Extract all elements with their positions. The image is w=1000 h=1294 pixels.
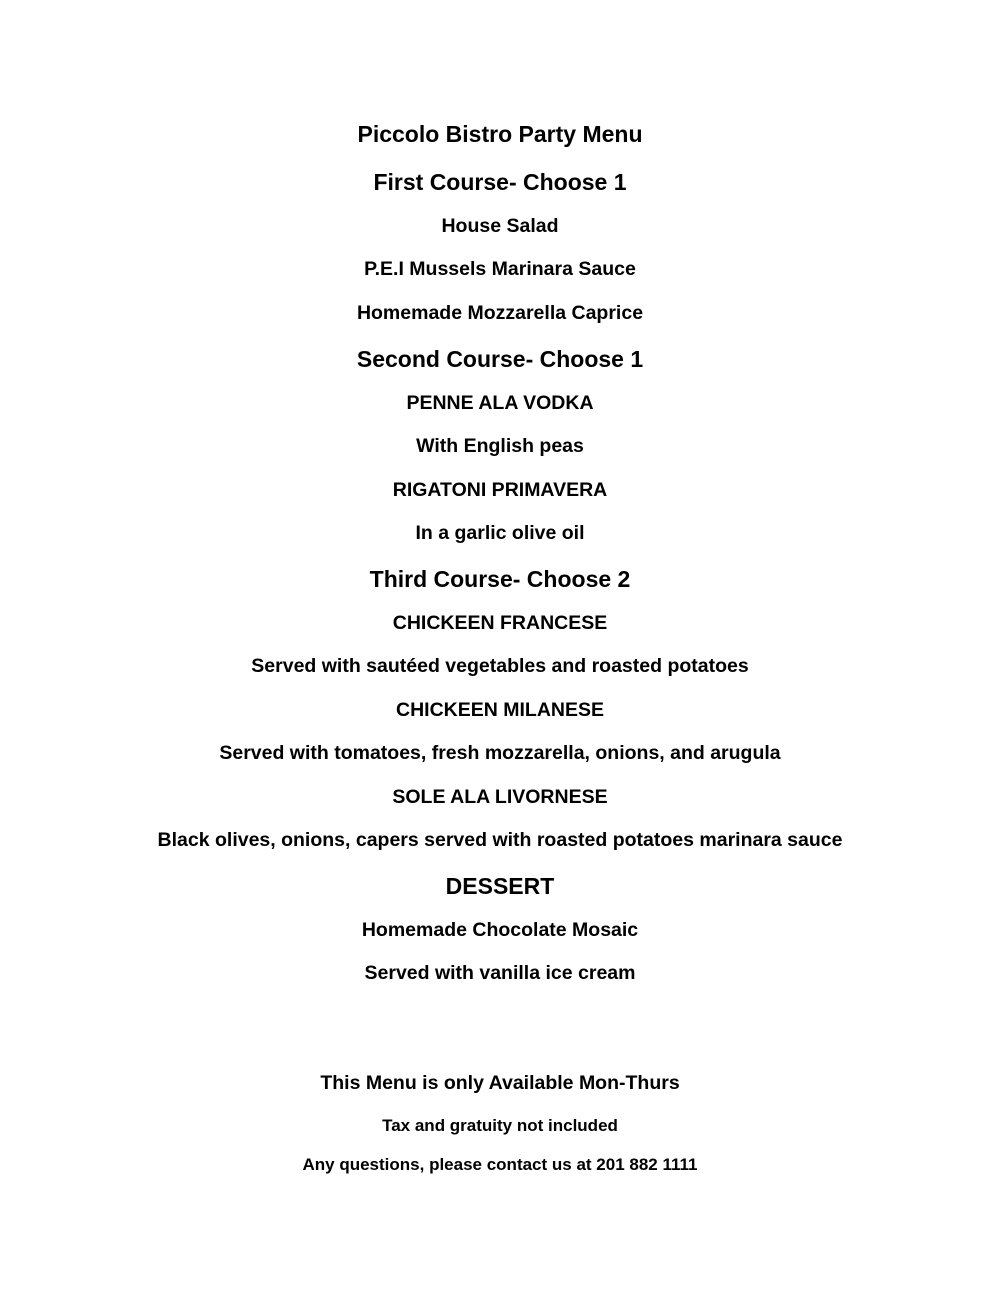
contact-note: Any questions, please contact us at 201 882 1111: [302, 1155, 698, 1174]
first-course-item: Homemade Mozzarella Caprice: [356, 302, 644, 324]
menu-title: Piccolo Bistro Party Menu: [357, 121, 643, 147]
first-course-item: House Salad: [441, 215, 559, 237]
third-course-item: CHICKEEN MILANESE: [395, 699, 605, 721]
second-course-item: RIGATONI PRIMAVERA: [392, 479, 608, 501]
third-course-heading: Third Course- Choose 2: [369, 566, 631, 592]
second-course-item-description: In a garlic olive oil: [415, 522, 585, 544]
third-course-item: SOLE ALA LIVORNESE: [392, 786, 608, 808]
tax-note: Tax and gratuity not included: [382, 1116, 618, 1135]
third-course-item: CHICKEEN FRANCESE: [392, 612, 608, 634]
third-course-item-description: Served with tomatoes, fresh mozzarella, onions, and arugula: [219, 742, 781, 764]
dessert-item: Homemade Chocolate Mosaic: [361, 919, 639, 941]
dessert-heading: DESSERT: [445, 873, 555, 899]
second-course-item: PENNE ALA VODKA: [406, 392, 594, 414]
first-course-heading: First Course- Choose 1: [373, 169, 627, 195]
dessert-item-description: Served with vanilla ice cream: [364, 962, 636, 984]
third-course-item-description: Served with sautéed vegetables and roasted potatoes: [251, 655, 749, 677]
first-course-item: P.E.I Mussels Marinara Sauce: [364, 258, 636, 280]
third-course-item-description: Black olives, onions, capers served with roasted potatoes marinara sauce: [157, 829, 843, 851]
second-course-item-description: With English peas: [416, 435, 584, 457]
second-course-heading: Second Course- Choose 1: [356, 346, 644, 372]
availability-note: This Menu is only Available Mon-Thurs: [320, 1072, 680, 1094]
